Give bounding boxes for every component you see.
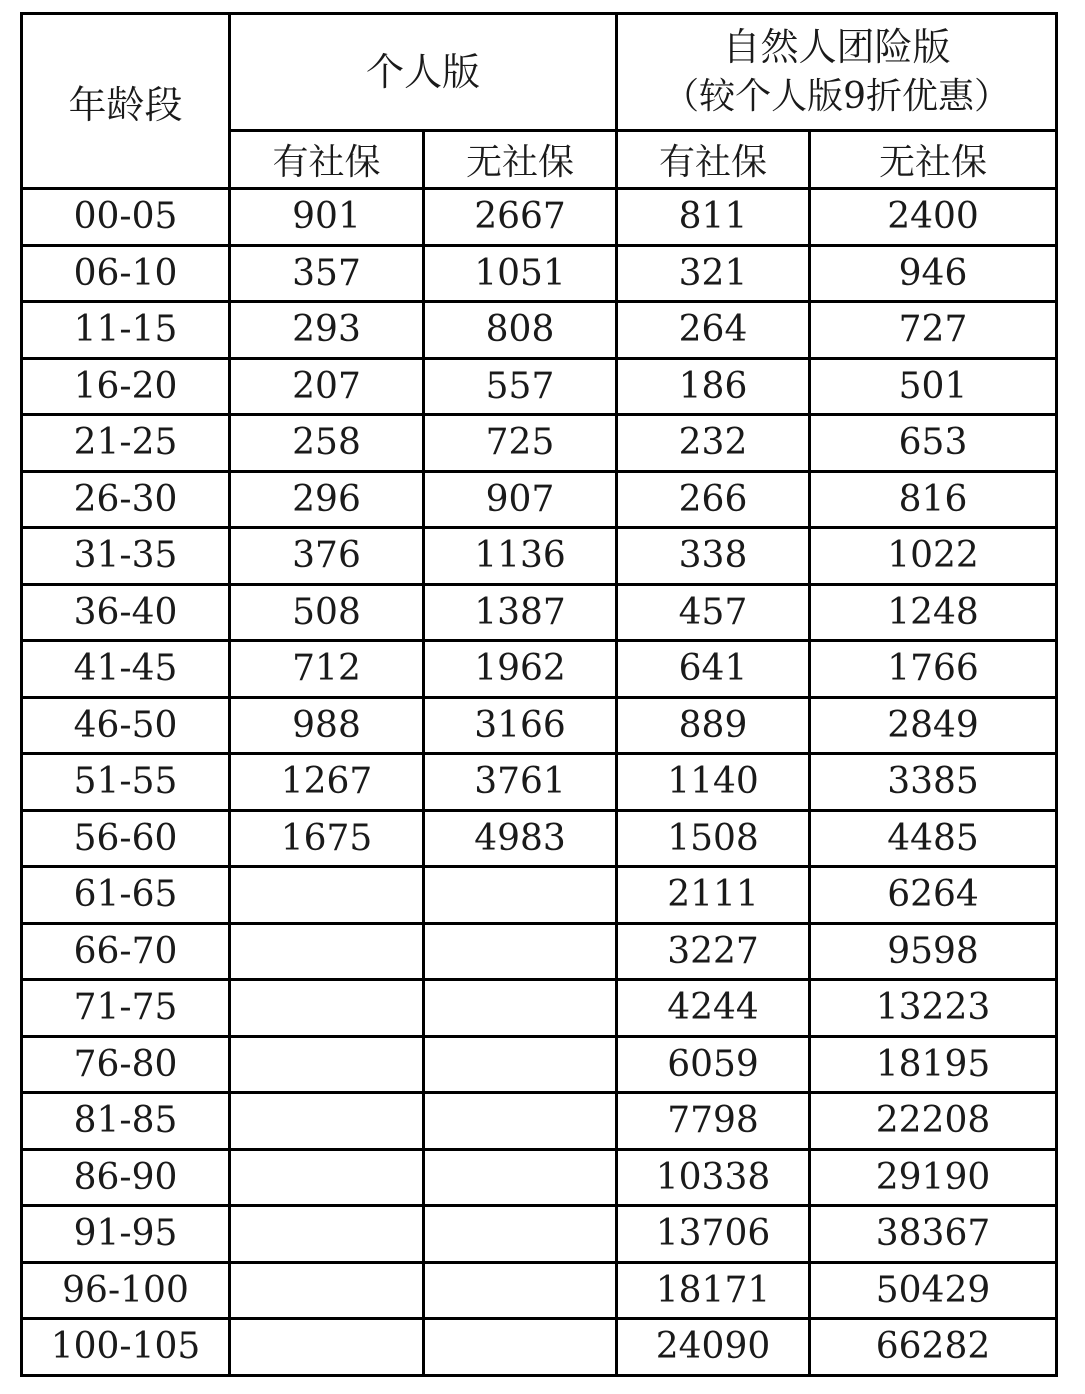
team-with-insurance-cell: 266 — [617, 471, 810, 528]
personal-with-insurance-cell: 376 — [230, 528, 424, 585]
personal-with-insurance-cell: 988 — [230, 697, 424, 754]
team-without-insurance-header: 无社保 — [810, 131, 1057, 189]
team-without-insurance-cell: 3385 — [810, 754, 1057, 811]
personal-with-insurance-cell: 508 — [230, 584, 424, 641]
personal-with-insurance-cell: 357 — [230, 245, 424, 302]
team-without-insurance-cell: 2400 — [810, 189, 1057, 246]
age-cell: 66-70 — [22, 923, 230, 980]
personal-without-insurance-cell: 808 — [424, 302, 617, 359]
team-with-insurance-cell: 457 — [617, 584, 810, 641]
team-with-insurance-cell: 1508 — [617, 810, 810, 867]
team-with-insurance-cell: 1140 — [617, 754, 810, 811]
table-row — [22, 867, 1057, 924]
header-row-groups — [22, 14, 1057, 131]
personal-without-insurance-cell: 907 — [424, 471, 617, 528]
team-with-insurance-cell: 4244 — [617, 980, 810, 1037]
team-without-insurance-cell: 38367 — [810, 1206, 1057, 1263]
team-without-insurance-cell: 22208 — [810, 1093, 1057, 1150]
table-row — [22, 528, 1057, 585]
team-with-insurance-cell: 811 — [617, 189, 810, 246]
team-with-insurance-cell: 24090 — [617, 1319, 810, 1376]
personal-without-insurance-cell — [424, 1206, 617, 1263]
age-cell: 46-50 — [22, 697, 230, 754]
age-cell: 86-90 — [22, 1149, 230, 1206]
personal-with-insurance-cell — [230, 923, 424, 980]
personal-without-insurance-cell — [424, 1093, 617, 1150]
table-row — [22, 471, 1057, 528]
table-row — [22, 810, 1057, 867]
personal-with-insurance-cell — [230, 1149, 424, 1206]
age-cell: 61-65 — [22, 867, 230, 924]
age-cell: 00-05 — [22, 189, 230, 246]
team-without-insurance-cell: 4485 — [810, 810, 1057, 867]
age-cell: 81-85 — [22, 1093, 230, 1150]
team-without-insurance-cell: 13223 — [810, 980, 1057, 1037]
personal-without-insurance-cell: 1387 — [424, 584, 617, 641]
team-without-insurance-cell: 653 — [810, 415, 1057, 472]
table-row — [22, 641, 1057, 698]
personal-with-insurance-cell: 293 — [230, 302, 424, 359]
team-with-insurance-cell: 264 — [617, 302, 810, 359]
table-row — [22, 1206, 1057, 1263]
team-plan-discount-note: （较个人版9折优惠） — [663, 76, 1010, 117]
age-cell: 16-20 — [22, 358, 230, 415]
personal-without-insurance-header: 无社保 — [424, 131, 617, 189]
personal-with-insurance-cell: 712 — [230, 641, 424, 698]
team-without-insurance-cell: 501 — [810, 358, 1057, 415]
age-cell: 26-30 — [22, 471, 230, 528]
table-row — [22, 245, 1057, 302]
personal-without-insurance-cell — [424, 1149, 617, 1206]
team-with-insurance-cell: 232 — [617, 415, 810, 472]
team-without-insurance-cell: 18195 — [810, 1036, 1057, 1093]
table-row — [22, 1262, 1057, 1319]
age-cell: 36-40 — [22, 584, 230, 641]
age-cell: 06-10 — [22, 245, 230, 302]
table-row — [22, 1093, 1057, 1150]
personal-with-insurance-cell: 207 — [230, 358, 424, 415]
personal-with-insurance-cell — [230, 1319, 424, 1376]
age-cell: 91-95 — [22, 1206, 230, 1263]
personal-with-insurance-cell — [230, 1206, 424, 1263]
age-cell: 100-105 — [22, 1319, 230, 1376]
age-cell: 71-75 — [22, 980, 230, 1037]
team-without-insurance-cell: 2849 — [810, 697, 1057, 754]
age-cell: 76-80 — [22, 1036, 230, 1093]
personal-without-insurance-cell: 4983 — [424, 810, 617, 867]
team-plan-header — [617, 14, 1057, 131]
personal-plan-header: 个人版 — [230, 14, 617, 131]
personal-with-insurance-cell: 901 — [230, 189, 424, 246]
personal-without-insurance-cell — [424, 1262, 617, 1319]
team-with-insurance-cell: 2111 — [617, 867, 810, 924]
table-row — [22, 584, 1057, 641]
personal-without-insurance-cell: 1962 — [424, 641, 617, 698]
personal-without-insurance-cell: 1051 — [424, 245, 617, 302]
personal-with-insurance-cell: 296 — [230, 471, 424, 528]
team-with-insurance-cell: 7798 — [617, 1093, 810, 1150]
premium-table — [20, 12, 1058, 1377]
personal-without-insurance-cell — [424, 1319, 617, 1376]
personal-with-insurance-cell: 258 — [230, 415, 424, 472]
table-row — [22, 302, 1057, 359]
personal-with-insurance-header: 有社保 — [230, 131, 424, 189]
age-cell: 31-35 — [22, 528, 230, 585]
premium-table-sheet — [20, 12, 1055, 1380]
age-cell: 51-55 — [22, 754, 230, 811]
team-with-insurance-cell: 13706 — [617, 1206, 810, 1263]
team-plan-title: 自然人团险版 — [722, 25, 951, 69]
age-cell: 11-15 — [22, 302, 230, 359]
team-with-insurance-cell: 889 — [617, 697, 810, 754]
team-with-insurance-cell: 10338 — [617, 1149, 810, 1206]
team-with-insurance-cell: 6059 — [617, 1036, 810, 1093]
team-without-insurance-cell: 50429 — [810, 1262, 1057, 1319]
personal-without-insurance-cell — [424, 923, 617, 980]
team-without-insurance-cell: 29190 — [810, 1149, 1057, 1206]
table-row — [22, 754, 1057, 811]
team-without-insurance-cell: 946 — [810, 245, 1057, 302]
personal-without-insurance-cell: 2667 — [424, 189, 617, 246]
table-row — [22, 1149, 1057, 1206]
age-cell: 96-100 — [22, 1262, 230, 1319]
premium-table-body — [22, 189, 1057, 1376]
personal-without-insurance-cell: 1136 — [424, 528, 617, 585]
personal-without-insurance-cell: 557 — [424, 358, 617, 415]
team-with-insurance-cell: 186 — [617, 358, 810, 415]
personal-with-insurance-cell — [230, 1093, 424, 1150]
team-without-insurance-cell: 66282 — [810, 1319, 1057, 1376]
table-row — [22, 697, 1057, 754]
team-without-insurance-cell: 727 — [810, 302, 1057, 359]
team-with-insurance-cell: 18171 — [617, 1262, 810, 1319]
table-row — [22, 1036, 1057, 1093]
personal-without-insurance-cell — [424, 980, 617, 1037]
personal-without-insurance-cell: 3166 — [424, 697, 617, 754]
personal-with-insurance-cell — [230, 867, 424, 924]
table-row — [22, 189, 1057, 246]
table-row — [22, 923, 1057, 980]
personal-with-insurance-cell: 1267 — [230, 754, 424, 811]
team-without-insurance-cell: 6264 — [810, 867, 1057, 924]
table-row — [22, 358, 1057, 415]
age-cell: 41-45 — [22, 641, 230, 698]
table-row — [22, 415, 1057, 472]
team-with-insurance-header: 有社保 — [617, 131, 810, 189]
table-row — [22, 980, 1057, 1037]
team-with-insurance-cell: 321 — [617, 245, 810, 302]
team-with-insurance-cell: 3227 — [617, 923, 810, 980]
age-cell: 56-60 — [22, 810, 230, 867]
team-without-insurance-cell: 1766 — [810, 641, 1057, 698]
team-without-insurance-cell: 9598 — [810, 923, 1057, 980]
personal-with-insurance-cell: 1675 — [230, 810, 424, 867]
team-without-insurance-cell: 816 — [810, 471, 1057, 528]
team-with-insurance-cell: 338 — [617, 528, 810, 585]
personal-without-insurance-cell — [424, 867, 617, 924]
personal-without-insurance-cell — [424, 1036, 617, 1093]
personal-with-insurance-cell — [230, 980, 424, 1037]
team-without-insurance-cell: 1248 — [810, 584, 1057, 641]
personal-without-insurance-cell: 3761 — [424, 754, 617, 811]
age-group-header: 年龄段 — [22, 14, 230, 189]
table-row — [22, 1319, 1057, 1376]
personal-with-insurance-cell — [230, 1262, 424, 1319]
personal-without-insurance-cell: 725 — [424, 415, 617, 472]
team-without-insurance-cell: 1022 — [810, 528, 1057, 585]
team-with-insurance-cell: 641 — [617, 641, 810, 698]
age-cell: 21-25 — [22, 415, 230, 472]
personal-with-insurance-cell — [230, 1036, 424, 1093]
